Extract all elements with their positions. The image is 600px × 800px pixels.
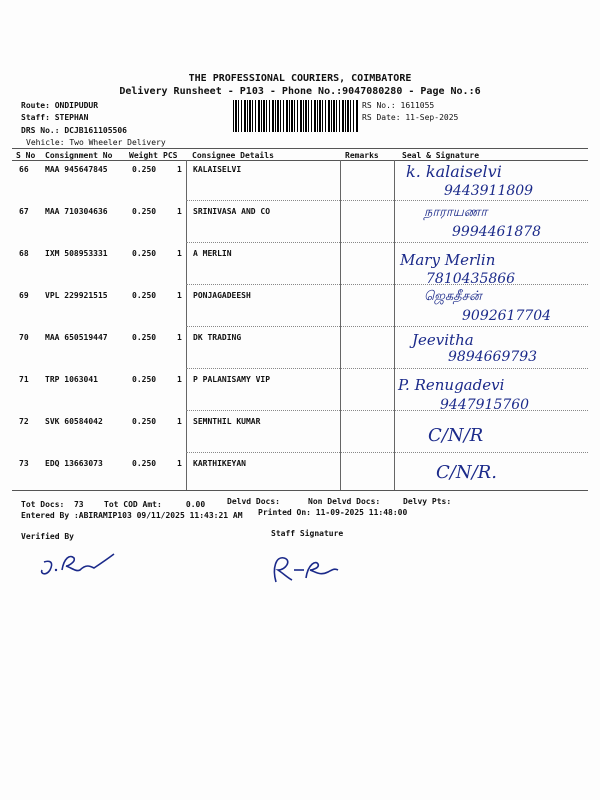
handwritten-name: k. kalaiselvi	[406, 162, 502, 181]
row-rule	[186, 242, 588, 243]
handwritten-name: Mary Merlin	[400, 251, 496, 269]
col-remarks: Remarks	[345, 151, 379, 160]
company-title: THE PROFESSIONAL COURIERS, COIMBATORE	[188, 73, 412, 84]
row-consignment: SVK 60584042	[45, 417, 103, 426]
total-cod: Tot COD Amt: 0.00	[104, 500, 206, 509]
row-sno: 71	[19, 375, 29, 384]
staff-label: Staff: STEPHAN	[21, 113, 89, 122]
row-weight: 0.250	[132, 375, 157, 384]
row-sno: 69	[19, 291, 29, 300]
handwritten-phone: 7810435866	[426, 271, 516, 287]
row-weight: 0.250	[132, 291, 157, 300]
col-weight: Weight	[129, 151, 158, 160]
row-weight: 0.250	[132, 333, 157, 342]
row-weight: 0.250	[132, 165, 157, 174]
runsheet-subtitle: Delivery Runsheet - P103 - Phone No.:9047080280 - Page No.:6	[119, 86, 481, 97]
total-docs: Tot Docs: 73	[21, 500, 84, 509]
col-consignment: Consignment No	[45, 151, 113, 160]
row-pcs: 1	[177, 291, 182, 300]
handwritten-phone: 9447915760	[440, 397, 530, 413]
non-delivered-docs: Non Delvd Docs:	[308, 497, 381, 506]
handwritten-phone: 9894669793	[448, 349, 538, 365]
row-rule	[186, 284, 588, 285]
row-consignment: EDQ 13663073	[45, 459, 103, 468]
handwritten-name: Jeevitha	[412, 331, 474, 349]
col-sno: S No	[16, 151, 36, 160]
col-consignee: Consignee Details	[192, 151, 274, 160]
verified-by-label: Verified By	[21, 532, 74, 541]
handwritten-name: நாராயணா	[424, 205, 488, 220]
row-consignee: SEMNTHIL KUMAR	[193, 417, 261, 426]
row-rule	[186, 200, 588, 201]
verifier-signature-icon	[36, 540, 126, 580]
row-consignment: IXM 508953331	[45, 249, 108, 258]
row-consignment: MAA 710304636	[45, 207, 108, 216]
staff-signature-label: Staff Signature	[271, 529, 344, 538]
row-consignee: KARTHIKEYAN	[193, 459, 246, 468]
row-sno: 67	[19, 207, 29, 216]
row-weight: 0.250	[132, 207, 157, 216]
row-sno: 66	[19, 165, 29, 174]
col-signature: Seal & Signature	[402, 151, 480, 160]
row-pcs: 1	[177, 375, 182, 384]
handwritten-phone: 9994461878	[452, 224, 542, 240]
handwritten-remark: C/N/R.	[436, 462, 497, 483]
row-pcs: 1	[177, 333, 182, 342]
printed-on: Printed On: 11-09-2025 11:48:00	[258, 508, 408, 517]
row-pcs: 1	[177, 459, 182, 468]
staff-signature-icon	[266, 548, 346, 588]
row-consignee: A MERLIN	[193, 249, 232, 258]
handwritten-name: P. Renugadevi	[398, 376, 505, 394]
row-consignee: SRINIVASA AND CO	[193, 207, 271, 216]
barcode	[233, 100, 358, 132]
row-weight: 0.250	[132, 417, 157, 426]
handwritten-phone: 9443911809	[444, 183, 534, 199]
row-consignee: DK TRADING	[193, 333, 242, 342]
drs-label: DRS No.: DCJB161105506	[21, 126, 127, 135]
row-sno: 73	[19, 459, 29, 468]
row-consignment: TRP 1063041	[45, 375, 98, 384]
row-pcs: 1	[177, 249, 182, 258]
row-weight: 0.250	[132, 249, 157, 258]
row-sno: 70	[19, 333, 29, 342]
row-rule	[186, 326, 588, 327]
handwritten-name: ஜெகதீசன்	[424, 289, 482, 304]
row-consignment: VPL 229921515	[45, 291, 108, 300]
row-consignment: MAA 945647845	[45, 165, 108, 174]
row-sno: 68	[19, 249, 29, 258]
delivered-docs: Delvd Docs:	[227, 497, 280, 506]
vehicle-label: Vehicle: Two Wheeler Delivery	[26, 138, 166, 147]
row-pcs: 1	[177, 207, 182, 216]
row-consignee: P PALANISAMY VIP	[193, 375, 271, 384]
delivery-points: Delvy Pts:	[403, 497, 452, 506]
row-sno: 72	[19, 417, 29, 426]
rs-number: RS No.: 1611055	[362, 101, 435, 110]
table-header-rule	[12, 160, 588, 161]
row-pcs: 1	[177, 165, 182, 174]
row-weight: 0.250	[132, 459, 157, 468]
col-pcs: PCS	[163, 151, 178, 160]
rs-date: RS Date: 11-Sep-2025	[362, 113, 459, 122]
table-top-rule	[12, 148, 588, 149]
row-consignee: KALAISELVI	[193, 165, 242, 174]
entered-by: Entered By :ABIRAMIP103 09/11/2025 11:43:21 AM	[21, 511, 243, 520]
route-label: Route: ONDIPUDUR	[21, 101, 99, 110]
row-rule	[186, 368, 588, 369]
row-rule	[186, 452, 588, 453]
handwritten-phone: 9092617704	[462, 308, 552, 324]
handwritten-remark: C/N/R	[428, 425, 484, 446]
row-pcs: 1	[177, 417, 182, 426]
row-consignment: MAA 650519447	[45, 333, 108, 342]
row-consignee: PONJAGADEESH	[193, 291, 251, 300]
table-bottom-rule	[12, 490, 588, 491]
